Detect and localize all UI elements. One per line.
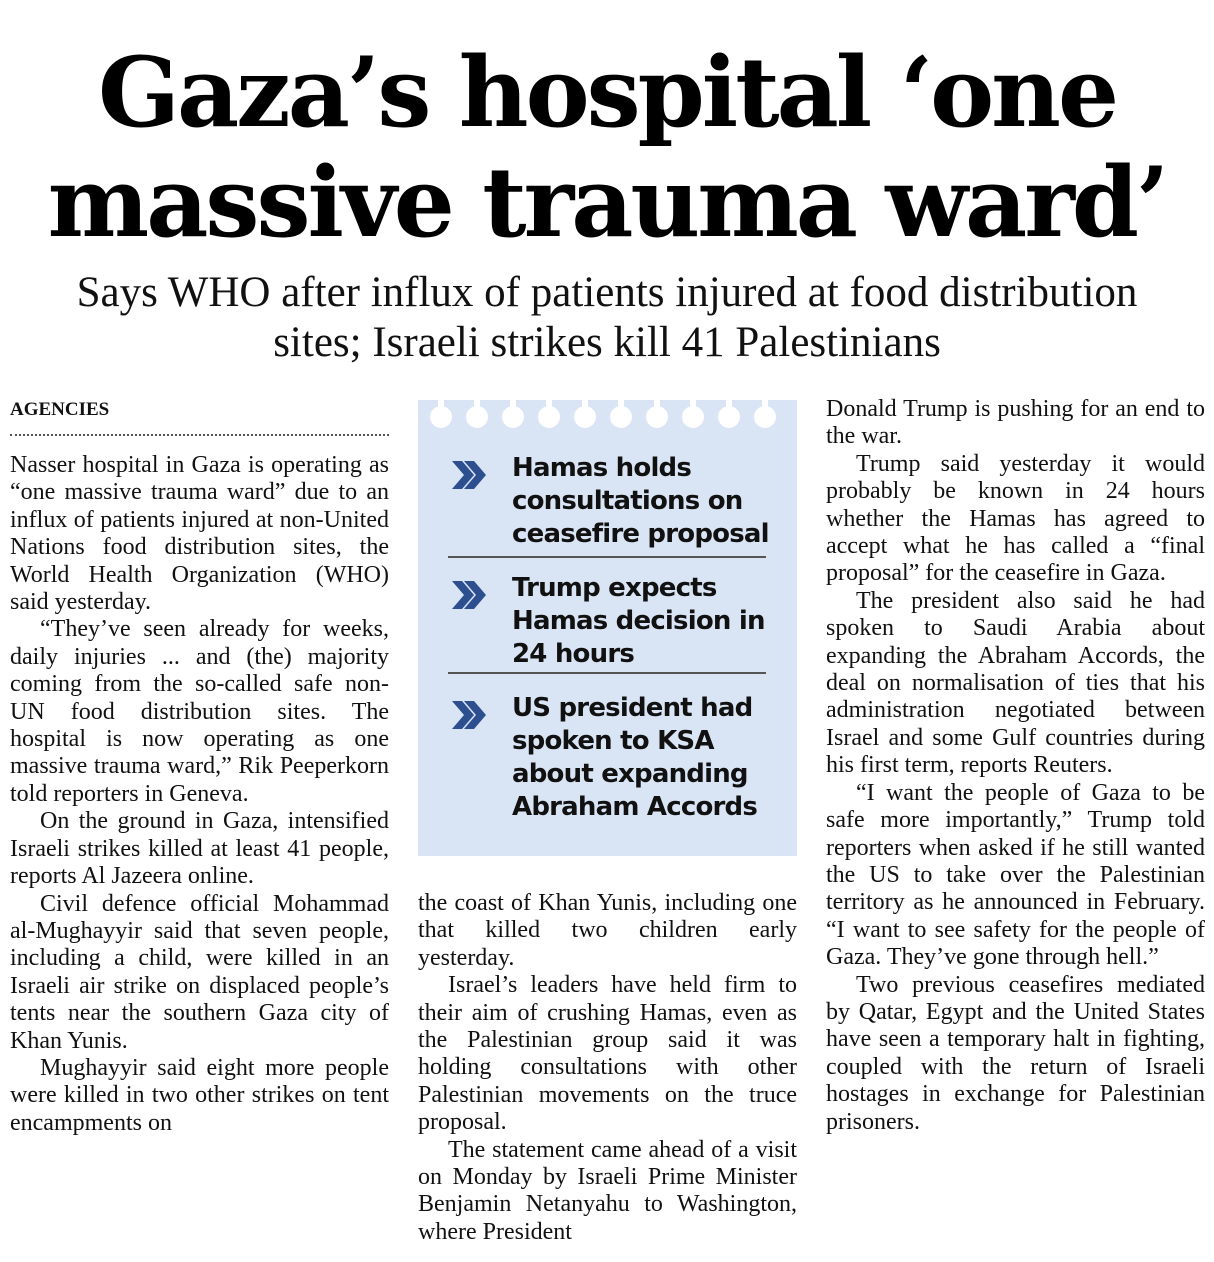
notepad-holes: [430, 406, 790, 430]
highlights-box: [418, 400, 797, 856]
paragraph: Trump said yesterday it would probably be known in 24 hours whether the Hamas has agreed to accept what he has called a “final proposal” for the ceasefire in Gaza.: [826, 450, 1205, 587]
paragraph: On the ground in Gaza, intensified Israeli strikes killed at least 41 people, reports Al Jazeera online.: [10, 808, 389, 890]
byline: AGENCIES: [10, 399, 110, 420]
double-chevron-right-icon: [448, 698, 488, 732]
headline: [0, 38, 1214, 258]
article-column-1: [10, 452, 389, 1137]
paragraph: Two previous ceasefires mediated by Qatar, Egypt and the United States have seen a temporary halt in fighting, coupled with the return of Israeli hostages in exchange for Palestinian prisoners.: [826, 971, 1205, 1135]
headline-line-1: Gaza’s hospital ‘one: [97, 36, 1117, 149]
paragraph: Donald Trump is pushing for an end to the war.: [826, 396, 1205, 450]
highlight-text: US president had spoken to KSA about expanding Abraham Accords: [512, 693, 758, 822]
headline-line-2: massive trauma ward’: [47, 146, 1167, 259]
subheadline: [0, 268, 1214, 368]
highlight-text: Trump expects Hamas decision in 24 hours: [512, 573, 765, 669]
article-column-3: [826, 396, 1205, 1136]
double-chevron-right-icon: [448, 458, 488, 492]
highlight-text: Hamas holds consultations on ceasefire proposal: [512, 453, 769, 549]
byline-divider: [10, 434, 389, 436]
paragraph: “I want the people of Gaza to be safe more importantly,” Trump told reporters when asked if he still wanted the US to take over the Palestinian territory as he announced in February. “I want to see safety for the people of Gaza. They’ve gone through hell.”: [826, 779, 1205, 971]
double-chevron-right-icon: [448, 578, 488, 612]
paragraph: Mughayyir said eight more people were killed in two other strikes on tent encampments on: [10, 1054, 389, 1136]
article-column-2: [418, 890, 797, 1246]
paragraph: the coast of Khan Yunis, including one that killed two children early yesterday.: [418, 890, 797, 971]
paragraph: The president also said he had spoken to Saudi Arabia about expanding the Abraham Accords, the deal on normalisation of ties that his administration negotiated between Israel and some Gulf countries during his first term, reports Reuters.: [826, 587, 1205, 779]
highlight-divider: [448, 672, 766, 674]
paragraph: “They’ve seen already for weeks, daily injuries ... and (the) majority coming from the so-called safe non-UN food distribution sites. The hospital is now operating as one massive trauma ward,” Rik Peeperkorn told reporters in Geneva.: [10, 616, 389, 807]
paragraph: Nasser hospital in Gaza is operating as “one massive trauma ward” due to an influx of patients injured at non-United Nations food distribution sites, the World Health Organization (WHO) said yesterday.: [10, 452, 389, 616]
paragraph: Civil defence official Mohammad al-Mughayyir said that seven people, including a child, were killed in an Israeli air strike on displaced people’s tents near the southern Gaza city of Khan Yunis.: [10, 890, 389, 1054]
paragraph: Israel’s leaders have held firm to their aim of crushing Hamas, even as the Palestinian group said it was holding consultations with other Palestinian movements on the truce proposal.: [418, 972, 797, 1136]
subheadline-line-1: Says WHO after influx of patients injured at food distribution: [76, 269, 1138, 316]
highlight-divider: [448, 556, 766, 558]
subheadline-line-2: sites; Israeli strikes kill 41 Palestinians: [273, 319, 941, 366]
paragraph: The statement came ahead of a visit on Monday by Israeli Prime Minister Benjamin Netanyahu to Washington, where President: [418, 1136, 797, 1245]
